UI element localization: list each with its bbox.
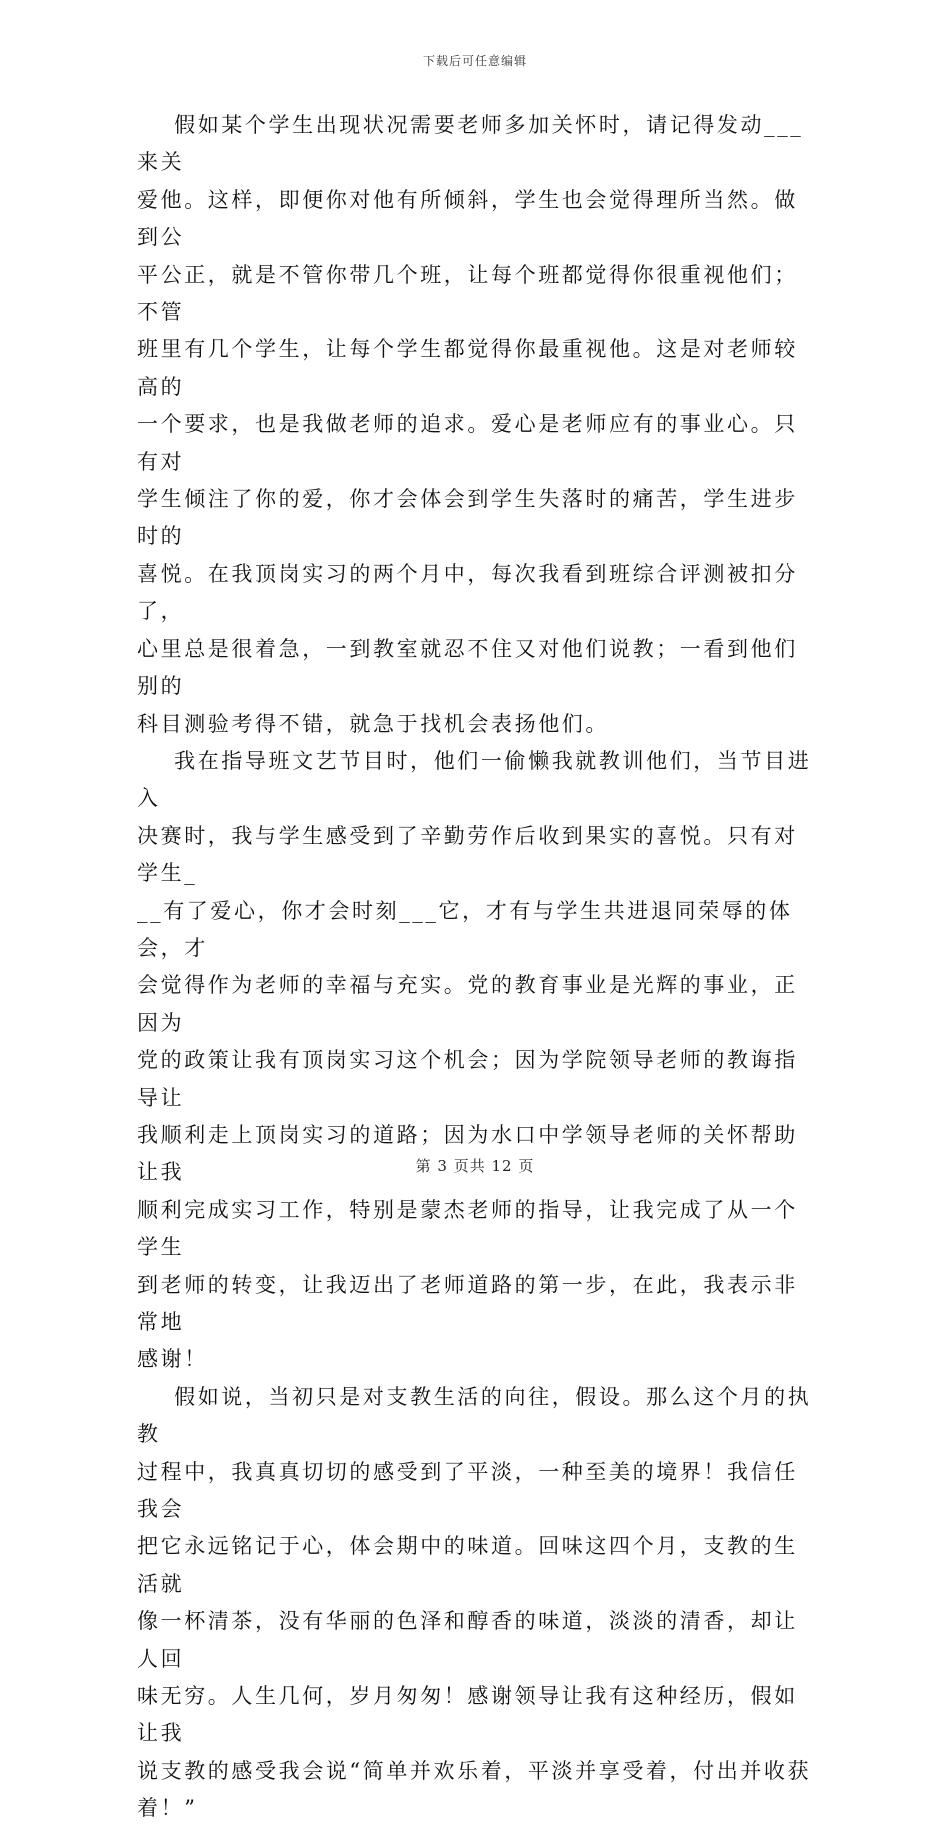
text-line: 到老师的转变，让我迈出了老师道路的第一步，在此，我表示非常地: [137, 1272, 798, 1334]
text-line: 过程中，我真真切切的感受到了平淡，一种至美的境界！我信任我会: [137, 1459, 798, 1522]
page-number-footer: 第 3 页共 12 页: [415, 1157, 535, 1175]
text-line: 决赛时，我与学生感受到了辛勤劳作后收到果实的喜悦。只有对学生_: [137, 823, 798, 886]
page-header-note: 下载后可任意编辑: [422, 54, 527, 68]
text-line: 味无穷。人生几何，岁月匆匆！感谢领导让我有这种经历，假如让我: [137, 1684, 798, 1746]
paragraph-3: [137, 1379, 819, 1828]
text-line: 把它永远铭记于心，体会期中的味道。回味这四个月，支教的生活就: [137, 1534, 798, 1596]
text-line: __有了爱心，你才会时刻___它，才有与学生共进退同荣辱的体会，才: [137, 898, 793, 960]
text-line: 班里有几个学生，让每个学生都觉得你最重视他。这是对老师较高的: [137, 337, 798, 399]
text-line: 心里总是很着急，一到教室就忍不住又对他们说教；一看到他们别的: [137, 636, 798, 699]
text-line: 我顺利走上顶岗实习的道路；因为水口中学领导老师的关怀帮助让我: [137, 1122, 798, 1185]
document-body: [137, 107, 819, 1828]
text-line: 会觉得作为老师的幸福与充实。党的教育事业是光辉的事业，正因为: [137, 973, 798, 1035]
text-line: 我在指导班文艺节目时，他们一偷懒我就教训他们，当节目进入: [137, 748, 812, 811]
text-line: 科目测验考得不错，就急于找机会表扬他们。: [137, 711, 609, 736]
text-line: 说支教的感受我会说“简单并欢乐着，平淡并享受着，付出并收获: [137, 1758, 812, 1783]
text-line: 像一杯清茶，没有华丽的色泽和醇香的味道，淡淡的清香，却让人回: [137, 1609, 798, 1671]
paragraph-1: [137, 107, 819, 743]
text-line: 爱他。这样，即便你对他有所倾斜，学生也会觉得理所当然。做到公: [137, 187, 798, 250]
text-line: 学生倾注了你的爱，你才会体会到学生失落时的痛苦，学生进步时的: [137, 487, 798, 549]
text-line: 着！”: [137, 1796, 198, 1821]
text-line: 党的政策让我有顶岗实习这个机会；因为学院领导老师的教诲指导让: [137, 1048, 798, 1110]
text-line: 顺利完成实习工作，特别是蒙杰老师的指导，让我完成了从一个学生: [137, 1197, 798, 1260]
text-line: 喜悦。在我顶岗实习的两个月中，每次我看到班综合评测被扣分了，: [137, 561, 798, 624]
text-line: 平公正，就是不管你带几个班，让每个班都觉得你很重视他们；不管: [137, 262, 798, 325]
paragraph-2: [137, 743, 819, 1379]
text-line: 一个要求，也是我做老师的追求。爱心是老师应有的事业心。只有对: [137, 412, 798, 474]
text-line: 感谢！: [137, 1347, 208, 1372]
text-line: 假如某个学生出现状况需要老师多加关怀时，请记得发动___来关: [137, 113, 804, 175]
text-line: 假如说，当初只是对支教生活的向往，假设。那么这个月的执教: [137, 1384, 812, 1447]
